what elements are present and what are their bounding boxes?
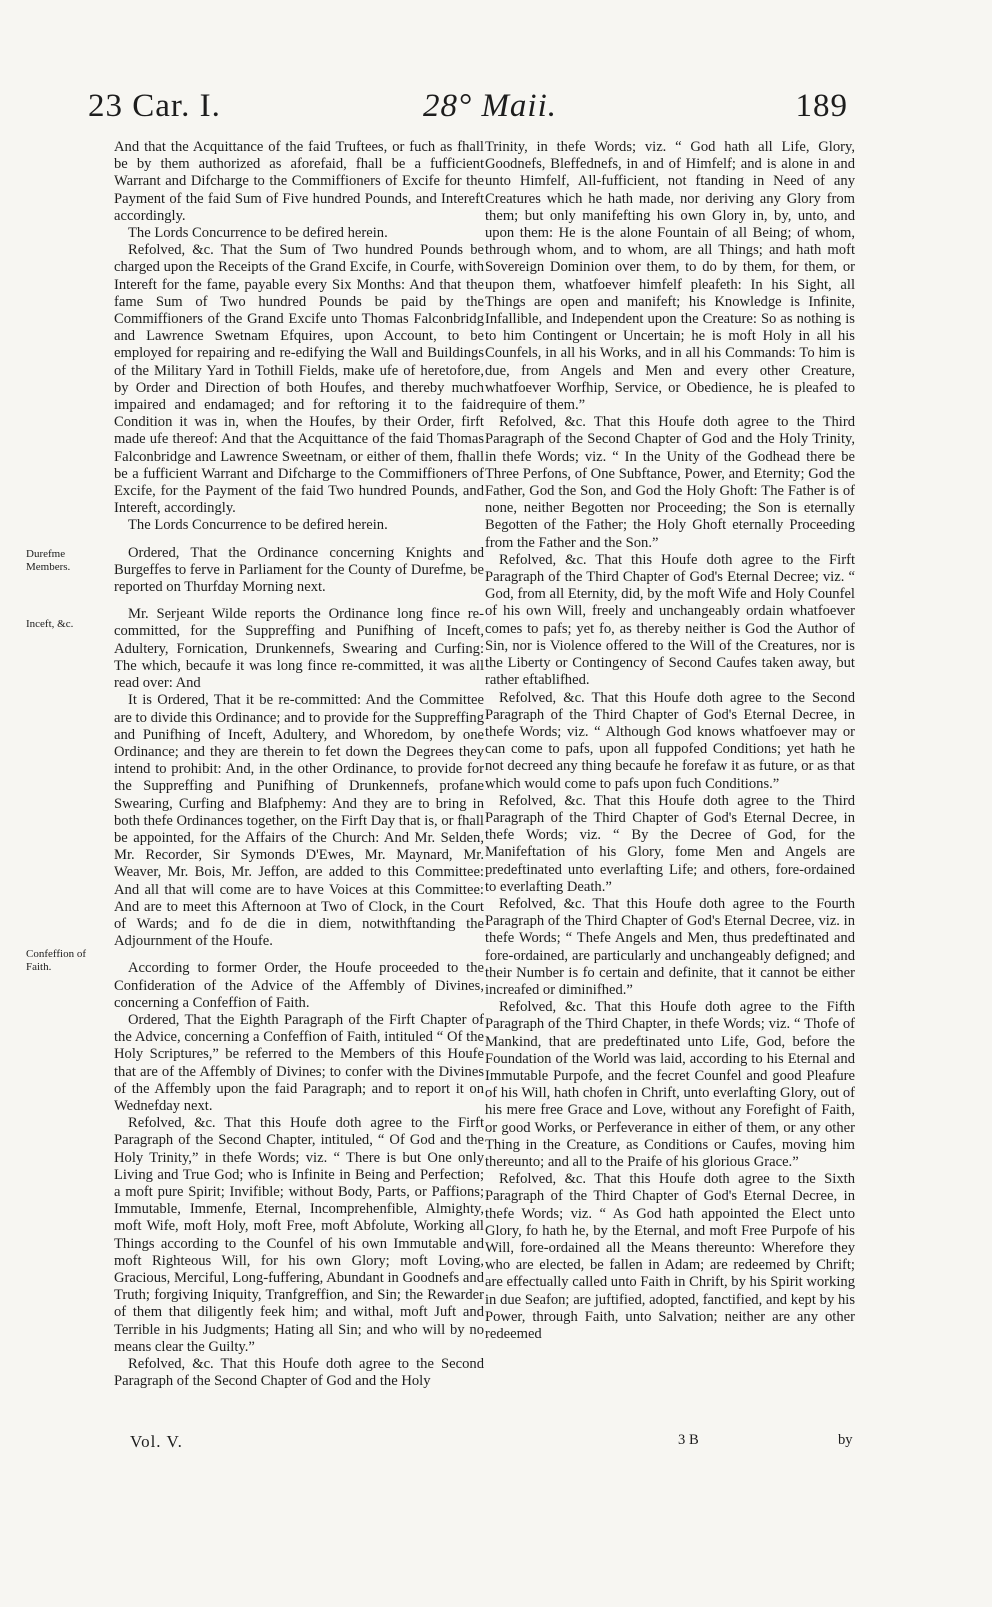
paragraph: Trinity, in thefe Words; viz. “ God hath all Life, Glory, Goodnefs, Bleffednefs, in and of Himfelf; and is alone in and unto Himfelf, All-fufficient, not ftanding in Need of any Creatures which he hath made, nor deriving any Glory from them; but only manifefting his own Glory in, by, unto, and upon them: He is the alone Fountain of all Being; of whom, through whom, and to whom, are all Things; and hath moft Sovereign Dominion over them, to do by them, for them, or upon them, whatfoever himfelf pleafeth: In his Sight, all Things are open and manifeft; his Knowledge is Infinite, Infallible, and Independent upon the Creature: So as nothing is to him Contingent or Uncertain; he is moft Holy in all his Counfels, in all his Works, and in all his Commands: To him is due, from Angels and Men and every other Creature, whatfoever Worfhip, Service, or Obedience, he is pleafed to require of them.” [485,139,855,414]
regnal-year: 23 Car. I. [88,88,221,124]
paragraph: Refolved, &c. That the Sum of Two hundred Pounds be charged upon the Receipts of the Grand Excife, in Courfe, with Intereft for the fame, payable every Six Months: And that the fame Sum of Two hundred Pounds be paid by the Commiffioners of the Grand Excife unto Thomas Falconbridg and Lawrence Swetnam Efquires, upon Account, to be employed for repairing and re-edifying the Wall and Buildings of the Military Yard in Tothill Fields, make ufe of heretofore, by Order and Direction of both Houfes, and thereby much impaired and endamaged; and for reftoring it to the faid Condition it was in, when the Houfes, by their Order, firft made ufe thereof: And that the Acquittance of the faid Thomas Falconbridge and Lawrence Sweetnam, or either of them, fhall be a fufficient Warrant and Difcharge to the Commiffioners of Excife, for the Payment of the faid Two hundred Pounds, and Intereft, accordingly. [114,242,484,517]
margin-note-inceft: Inceft, &c. [26,618,74,630]
volume-label: Vol. V. [130,1432,183,1451]
paragraph: According to former Order, the Houfe proceeded to the Confideration of the Advice of the Affembly of Divines, concerning a Confeffion of Faith. [114,960,484,1011]
paragraph: The Lords Concurrence to be defired herein. [128,225,388,242]
margin-note-durefme: Durefme Members. [26,548,71,573]
margin-note-confeffion: Confeffion of Faith. [26,948,86,973]
page-number: 189 [795,88,848,124]
paragraph: Refolved, &c. That this Houfe doth agree to the Fifth Paragraph of the Third Chapter, in thefe Words; viz. “ Thofe of Mankind, that are predeftinated unto Life, God, before the Foundation of the World was laid, according to his Eternal and Immutable Purpofe, and the fecret Counfel and good Pleafure of his Will, hath chofen in Chrift, unto everlafting Glory, out of his mere free Grace and Love, without any Forefight of Faith, or good Works, or Perfeverance in either of them, or any other Thing in the Creature, as Conditions or Caufes, moving him thereunto; and all to the Praife of his glorious Grace.” [485,999,855,1170]
paragraph: Refolved, &c. That this Houfe doth agree to the Third Paragraph of the Third Chapter of God's Eternal Decree, in thefe Words; viz. “ By the Decree of God, for the Manifeftation of his Glory, fome Men and Angels are predeftinated unto everlafting Life; and others, fore-ordained to everlafting Death.” [485,792,855,895]
page-header [88,88,848,132]
paragraph: Refolved, &c. That this Houfe doth agree to the Firft Paragraph of the Second Chapter, intituled, “ Of God and the Holy Trinity,” in thefe Words; viz. “ There is but One only Living and True God; who is Infinite in Being and Perfection; a moft pure Spirit; Invifible; without Body, Parts, or Paffions; Immutable, Immenfe, Eternal, Incomprehenfible, Almighty, moft Wife, moft Holy, moft Free, moft Abfolute, Working all Things according to the Counfel of his own Immutable and moft Righteous Will, for his own Glory; moft Loving, Gracious, Merciful, Long-fuffering, Abundant in Goodnefs and Truth; forgiving Iniquity, Tranfgreffion, and Sin; the Rewarder of them that diligently feek him; and withal, moft Juft and Terrible in his Judgments; Hating all Sin; and who will by no means clear the Guilty.” [114,1115,484,1355]
paragraph: It is Ordered, That it be re-committed: And the Committee are to divide this Ordinance; and to provide for the Suppreffing and Punifhing of Inceft, Adultery, and Whoredom, by one Ordinance; and they are therein to fet down the Degrees they intend to prohibit: And, in the other Ordinance, to provide for the Suppreffing and Punifhing of Drunkennefs, profane Swearing, Curfing and Blafphemy: And they are to bring in both thefe Ordinances together, on the Firft Day that is, or fhall be appointed, for the Affairs of the Church: And Mr. Selden, Mr. Recorder, Sir Symonds D'Ewes, Mr. Maynard, Mr. Weaver, Mr. Bois, Mr. Jeffon, are added to this Committee: And all that will come are to have Voices at this Committee: And are to meet this Afternoon at Two of Clock, in the Court of Wards; and fo de die in diem, notwithftanding the Adjournment of the Houfe. [114,692,484,950]
paragraph: Ordered, That the Eighth Paragraph of the Firft Chapter of the Advice, concerning a Confeffion of Faith, intituled “ Of the Holy Scriptures,” be referred to the Members of this Houfe that are of the Affembly of Divines; to confer with the Divines of the Affembly upon the faid Paragraph; and to report it on Wednefday next. [114,1011,484,1114]
page-date: 28° Maii. [423,88,558,124]
paragraph: Refolved, &c. That this Houfe doth agree to the Firft Paragraph of the Third Chapter of God's Eternal Decree; viz. “ God, from all Eternity, did, by the moft Wife and Holy Counfel of his own Will, freely and unchangeably ordain whatfoever comes to pafs; yet fo, as thereby neither is God the Author of Sin, nor is Violence offered to the Will of the Creatures, nor is the Liberty or Contingency of Second Caufes taken away, but rather eftablifhed. [485,551,855,689]
catchword: by [838,1432,853,1448]
paragraph: Refolved, &c. That this Houfe doth agree to the Third Paragraph of the Second Chapter of God and the Holy Trinity, in thefe Words; viz. “ In the Unity of the Godhead there be Three Perfons, of One Subftance, Power, and Eternity; God the Father, God the Son, and God the Holy Ghoft: The Father is of none, neither Begotten nor Proceeding; the Son is eternally Begotten of the Father; the Holy Ghoft eternally Proceeding from the Father and the Son.” [485,414,855,551]
right-column [485,139,855,1343]
paragraph: Refolved, &c. That this Houfe doth agree to the Sixth Paragraph of the Third Chapter of God's Eternal Decree, in thefe Words; viz. “ As God hath appointed the Elect unto Glory, fo hath he, by the Eternal, and moft Free Purpofe of his Will, fore-ordained all the Means thereunto: Wherefore they who are elected, be fallen in Adam; are redeemed by Chrift; are effectually called unto Faith in Chrift, by his Spirit working in due Seafon; are juftified, adopted, fanctified, and kept by his Power, through Faith, unto Salvation; neither are any other redeemed [485,1171,855,1343]
paragraph: Refolved, &c. That this Houfe doth agree to the Fourth Paragraph of the Third Chapter of God's Eternal Decree, viz. in thefe Words; “ Thefe Angels and Men, thus predeftinated and fore-ordained, are particularly and unchangeably defigned; and their Number is fo certain and definite, that it cannot be either increafed or diminifhed.” [485,895,855,998]
paragraph: Mr. Serjeant Wilde reports the Ordinance long fince re-committed, for the Suppreffing and Punifhing of Inceft, Adultery, Fornication, Drunkennefs, Swearing and Curfing: The which, becaufe it was long fince re-committed, it was all read over: And [114,606,484,692]
paragraph: The Lords Concurrence to be defired herein. [128,517,388,534]
left-column [114,139,484,1390]
signature-mark: 3 B [678,1432,699,1448]
paragraph: Refolved, &c. That this Houfe doth agree to the Second Paragraph of the Third Chapter of God's Eternal Decree, in thefe Words; viz. “ Although God knows whatfoever may or can come to pafs, upon all fuppofed Conditions; yet hath he not decreed any thing becaufe he forefaw it as future, or as that which would come to pafs upon fuch Conditions.” [485,689,855,792]
paragraph: Ordered, That the Ordinance concerning Knights and Burgeffes to ferve in Parliament for the County of Durefme, be reported on Thurfday Morning next. [114,544,484,596]
paragraph: Refolved, &c. That this Houfe doth agree to the Second Paragraph of the Second Chapter of God and the Holy [114,1356,484,1390]
paragraph: And that the Acquittance of the faid Truftees, or fuch as fhall be by them authorized as aforefaid, fhall be a fufficient Warrant and Difcharge to the Commiffioners of Excife for the Payment of the faid Sum of Five hundred Pounds, and Intereft accordingly. [114,139,484,224]
